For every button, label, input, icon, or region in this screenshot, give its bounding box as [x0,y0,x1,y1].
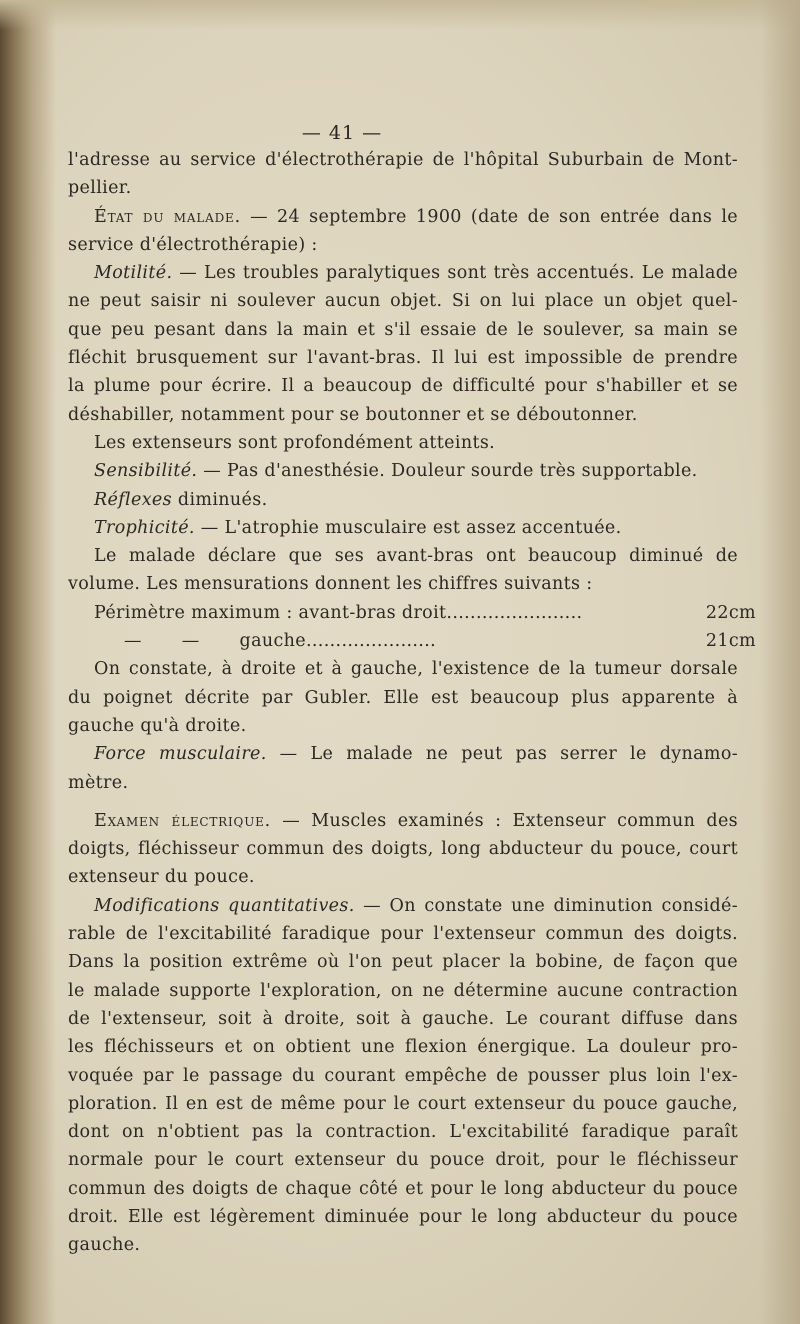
measurement-value: 22cm [705,602,756,623]
text-line: service d'électrothérapie) : [68,234,318,255]
measurement-row-right [68,599,756,627]
page-number: — 41 — [301,122,383,144]
section-label-motilite: Motilité. [94,263,173,284]
section-label-sensibilite: Sensibilité. [94,461,198,482]
page-shadow-left [0,0,56,1324]
text-line: l'adresse au service d'électrothérapie de l'hôpital Suburbain de Mont- [68,150,738,170]
text-line: Modifications quantitatives. — On constate une diminution considé- [94,895,738,916]
text-line: volume. Les mensurations donnent les chiffres suivants : [68,574,593,595]
text-line: du poignet décrite par Gubler. Elle est beaucoup plus apparente à [68,687,738,708]
measurement-row-left [68,627,756,655]
text-line: Sensibilité. — Pas d'anesthésie. Douleur sourde très supportable. [94,461,698,482]
measurement-value: 21cm [705,631,756,652]
dot-leader: ....................... [446,602,583,623]
text-line: pellier. [68,178,132,199]
text-line: ne peut saisir ni soulever aucun objet. Si on lui place un objet quel- [68,291,738,312]
text-line: Motilité. — Les troubles paralytiques sont très accentués. Le malade [94,263,738,284]
text-line: droit. Elle est légèrement diminuée pour le long abducteur du pouce [68,1206,738,1227]
text-line: Réflexes diminués. [94,489,268,510]
text-line: les fléchisseurs et on obtient une flexion énergique. La douleur pro- [68,1037,738,1058]
text-line: commun des doigts de chaque côté et pour le long abducteur du pouce [68,1178,738,1199]
text-line: On constate, à droite et à gauche, l'existence de la tumeur dorsale [94,659,738,680]
text-line: gauche. [68,1235,141,1256]
text-line: Force musculaire. — Le malade ne peut pas serrer le dynamo- [94,744,738,765]
text-line: de l'extenseur, soit à droite, soit à gauche. Le courant diffuse dans [68,1008,738,1029]
text-line: Trophicité. — L'atrophie musculaire est assez accentuée. [94,517,622,538]
measurement-label: Périmètre maximum : avant-bras droit [94,602,447,623]
text-line: rable de l'excitabilité faradique pour l'extenseur commun des doigts. [68,924,738,945]
measurement-label: — — gauche [124,631,306,652]
dot-leader: ...................... [305,631,437,652]
text-line: gauche qu'à droite. [68,715,247,736]
page-shadow-top [0,0,800,30]
text-line: voquée par le passage du courant empêche de pousser plus loin l'ex- [68,1065,738,1086]
text-line: dont on n'obtient pas la contraction. L'excitabilité faradique paraît [68,1122,738,1143]
text-line: fléchit brusquement sur l'avant-bras. Il lui est impossible de prendre [68,348,738,369]
paragraph-gap [68,797,780,807]
text-line: déshabiller, notamment pour se boutonner et se déboutonner. [68,404,638,425]
text-line: le malade supporte l'exploration, on ne détermine aucune contraction [68,980,738,1001]
section-label-trophicite: Trophicité. [94,517,195,538]
text-line: la plume pour écrire. Il a beaucoup de difficulté pour s'habiller et se [68,376,738,397]
text-line: doigts, fléchisseur commun des doigts, long abducteur du pouce, court [68,839,738,860]
text-line: extenseur du pouce. [68,867,255,888]
text-line: État du malade. — 24 septembre 1900 (date de son entrée dans le [94,206,738,227]
text-line: ploration. Il en est de même pour le court extenseur du pouce gauche, [68,1093,738,1114]
text-line: mètre. [68,772,129,793]
section-label-modifications: Modifications quantitatives. [94,895,355,916]
text-line: normale pour le court extenseur du pouce droit, pour le fléchisseur [68,1150,738,1171]
text-line: Dans la position extrême où l'on peut placer la bobine, de façon que [68,952,738,973]
section-label-etat: État du malade. [94,206,241,227]
section-label-force: Force musculaire. [94,744,267,765]
text-line: Le malade déclare que ses avant-bras ont beaucoup diminué de [94,546,738,567]
body-text [68,146,780,1260]
text-line: Les extenseurs sont profondément atteints. [94,432,496,453]
section-label-examen: Examen électrique. [94,810,272,831]
text-line: que peu pesant dans la main et s'il essaie de le soulever, sa main se [68,319,738,340]
section-label-reflexes: Réflexes [94,489,172,510]
text-line: Examen électrique. — Muscles examinés : Extenseur commun des [94,810,738,831]
